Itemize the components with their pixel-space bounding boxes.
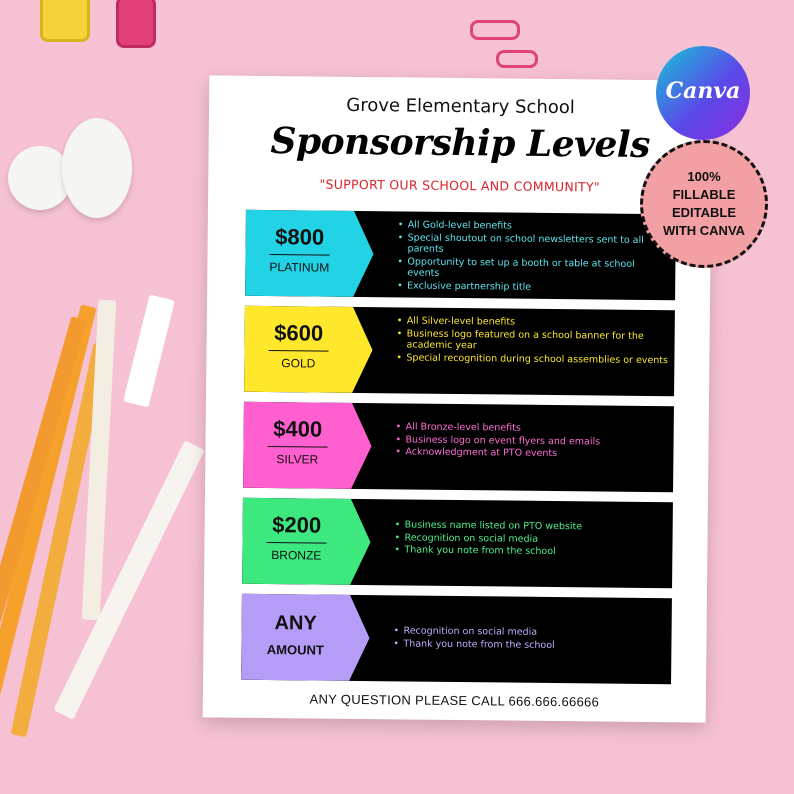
benefit-item: • All Silver-level benefits [397,315,669,329]
benefit-item: • Business logo on event flyers and emails [396,434,668,448]
benefit-item: • Recognition on social media [394,625,666,639]
level-name: AMOUNT [266,642,324,658]
level-name: SILVER [276,452,319,467]
level-price: $800 [275,224,325,250]
fillable-badge [640,140,768,268]
contact-footer: ANY QUESTION PLEASE CALL 666.666.66666 [309,691,600,710]
benefit-item: • Thank you note from the school [394,544,666,558]
benefit-list [397,219,670,295]
eraser-icon [62,118,132,218]
sponsorship-flyer [203,75,713,722]
benefit-list [395,421,667,461]
level-tag [245,210,374,297]
level-row-any-amount [241,594,672,684]
level-tag [242,498,371,585]
benefit-list [393,625,665,653]
level-price: $400 [273,416,323,442]
benefit-item: • Business name listed on PTO website [395,519,667,533]
benefit-item: • Special shoutout on school newsletters sent to all parents [398,232,670,258]
level-row-platinum [245,210,676,300]
flyer-title: Sponsorship Levels [270,120,651,166]
benefit-item: • Business logo featured on a school banner for the academic year [397,328,669,354]
level-row-bronze [242,498,673,588]
paper-clip-icon [470,20,520,40]
benefit-item: • Opportunity to set up a booth or table at school events [397,256,669,282]
badge-line: WITH CANVA [662,223,746,238]
canva-logo-badge [656,46,750,140]
tagline: "SUPPORT OUR SCHOOL AND COMMUNITY" [319,176,601,195]
benefit-item: • Special recognition during school assemblies or events [396,352,668,366]
arrow-tag-shape [245,210,374,297]
level-price: ANY [274,612,317,635]
arrow-tag-shape [243,402,372,489]
binder-clip-icon [116,0,156,48]
benefit-item: • Acknowledgment at PTO events [395,446,667,460]
level-row-gold [244,306,675,396]
level-tag [244,306,373,393]
school-name: Grove Elementary School [346,94,575,119]
paper-clip-icon [496,50,538,68]
level-price: $200 [272,512,322,538]
canva-logo-text: Canva [665,78,741,104]
pen-icon [82,300,117,621]
benefit-item: • Exclusive partnership title [397,280,669,294]
arrow-tag-shape [244,306,373,393]
arrow-tag-shape [241,594,370,681]
level-tag [243,402,372,489]
badge-line: FILLABLE [672,187,736,202]
binder-clip-icon [40,0,90,42]
eraser-pen-icon [123,294,175,407]
badge-line: EDITABLE [671,205,737,220]
arrow-tag-shape [242,498,371,585]
level-name: PLATINUM [269,260,330,275]
level-name: GOLD [281,356,316,371]
benefit-item: • All Bronze-level benefits [396,421,668,435]
level-row-silver [243,402,674,492]
benefit-list [394,519,666,559]
benefit-item: • Recognition on social media [394,532,666,546]
level-tag [241,594,370,681]
benefit-list [396,315,668,367]
badge-line: 100% [687,169,721,184]
level-name: BRONZE [271,548,322,563]
level-price: $600 [274,320,324,346]
benefit-item: • All Gold-level benefits [398,219,670,233]
benefit-item: • Thank you note from the school [393,638,665,652]
